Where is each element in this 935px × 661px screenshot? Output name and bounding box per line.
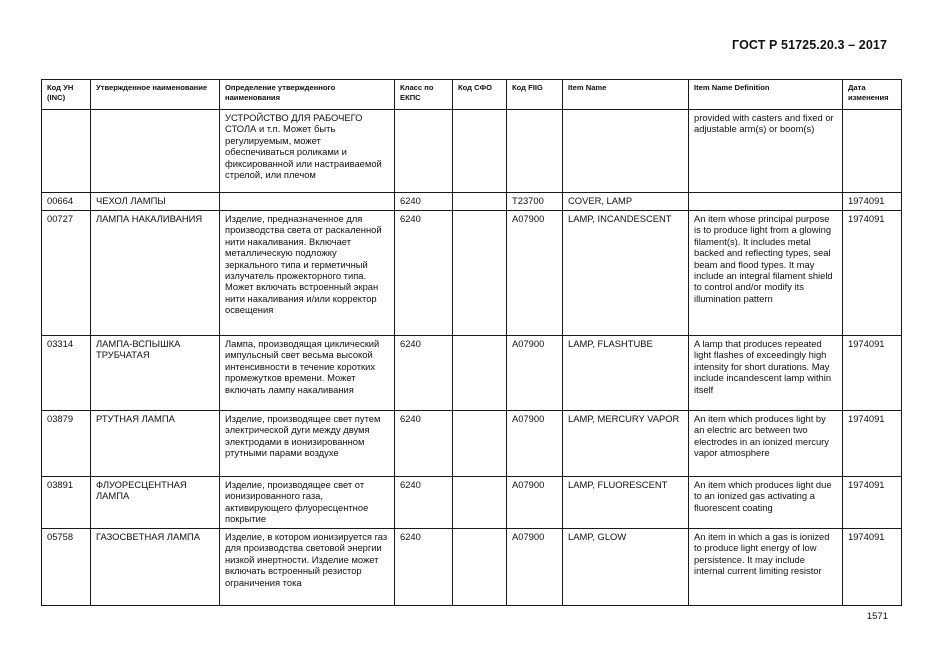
cell-approved-name: ГАЗОСВЕТНАЯ ЛАМПА xyxy=(91,529,220,606)
cell-inc: 03891 xyxy=(42,477,91,529)
cell-class xyxy=(395,110,453,193)
lamp-items-table xyxy=(41,79,902,606)
cell-change-date: 1974091 xyxy=(843,336,902,411)
table-row xyxy=(42,336,902,411)
table-row xyxy=(42,411,902,477)
table-row xyxy=(42,529,902,606)
cell-sfo xyxy=(453,529,507,606)
cell-item-definition xyxy=(689,193,843,211)
cell-change-date: 1974091 xyxy=(843,211,902,336)
cell-item-name: LAMP, GLOW xyxy=(563,529,689,606)
cell-inc: 00727 xyxy=(42,211,91,336)
cell-sfo xyxy=(453,193,507,211)
document-header: ГОСТ Р 51725.20.3 – 2017 xyxy=(732,38,887,52)
cell-approved-name: ФЛУОРЕСЦЕНТНАЯ ЛАМПА xyxy=(91,477,220,529)
cell-definition: Изделие, в котором ионизируется газ для производства световой энергии низкой инертности. Изделие может включать встроенный резистор ограничения тока xyxy=(220,529,395,606)
cell-class: 6240 xyxy=(395,193,453,211)
cell-class: 6240 xyxy=(395,411,453,477)
column-header-approved-name: Утвержденное наименование xyxy=(91,80,220,110)
cell-item-definition: An item whose principal purpose is to produce light from a glowing filament(s). It includes metal backed and reflecting types, seal beam and flood types. It may include an integral filament shield to control and/or modify its illumination pattern xyxy=(689,211,843,336)
cell-fiig: A07900 xyxy=(507,411,563,477)
cell-item-definition: An item in which a gas is ionized to produce light energy of low persistence. It may include internal current limiting resistor xyxy=(689,529,843,606)
cell-approved-name xyxy=(91,110,220,193)
table-row xyxy=(42,110,902,193)
column-header-inc: Код УН (INC) xyxy=(42,80,91,110)
cell-inc: 03879 xyxy=(42,411,91,477)
cell-item-name: LAMP, FLUORESCENT xyxy=(563,477,689,529)
cell-definition: Изделие, предназначенное для производства света от раскаленной нити накаливания. Включает металлическую подложку зеркального типа и герметичный излучатель прожекторного типа. Может включать встроенный экран нити накаливания и/или корректор освещения xyxy=(220,211,395,336)
cell-item-name: COVER, LAMP xyxy=(563,193,689,211)
cell-item-name: LAMP, FLASHTUBE xyxy=(563,336,689,411)
cell-sfo xyxy=(453,411,507,477)
cell-fiig: A07900 xyxy=(507,336,563,411)
cell-approved-name: ЛАМПА-ВСПЫШКА ТРУБЧАТАЯ xyxy=(91,336,220,411)
column-header-definition: Определение утвержденного наименования xyxy=(220,80,395,110)
cell-definition: Изделие, производящее свет от ионизированного газа, активирующего флуоресцентное покрытие xyxy=(220,477,395,529)
column-header-change-date: Дата изменения xyxy=(843,80,902,110)
cell-sfo xyxy=(453,477,507,529)
cell-item-name xyxy=(563,110,689,193)
column-header-item-definition: Item Name Definition xyxy=(689,80,843,110)
cell-item-definition: An item which produces light by an electric arc between two electrodes in an ionized mercury vapor atmosphere xyxy=(689,411,843,477)
cell-fiig: A07900 xyxy=(507,529,563,606)
column-header-sfo: Код СФО xyxy=(453,80,507,110)
cell-sfo xyxy=(453,110,507,193)
column-header-class: Класс по ЕКПС xyxy=(395,80,453,110)
cell-change-date: 1974091 xyxy=(843,193,902,211)
cell-fiig: A07900 xyxy=(507,211,563,336)
cell-approved-name: ЛАМПА НАКАЛИВАНИЯ xyxy=(91,211,220,336)
cell-item-definition: provided with casters and fixed or adjustable arm(s) or boom(s) xyxy=(689,110,843,193)
cell-definition: Изделие, производящее свет путем электрической дуги между двумя электродами в ионизированном ртутными парами воздухе xyxy=(220,411,395,477)
page-number: 1571 xyxy=(866,611,888,622)
cell-definition: Лампа, производящая циклический импульсный свет весьма высокой интенсивности в течение коротких промежутков времени. Может включать лампу накаливания xyxy=(220,336,395,411)
cell-change-date: 1974091 xyxy=(843,529,902,606)
cell-inc: 05758 xyxy=(42,529,91,606)
cell-change-date: 1974091 xyxy=(843,411,902,477)
table-row xyxy=(42,477,902,529)
cell-change-date xyxy=(843,110,902,193)
cell-item-definition: An item which produces light due to an ionized gas activating a fluorescent coating xyxy=(689,477,843,529)
table-row xyxy=(42,193,902,211)
table-row xyxy=(42,211,902,336)
cell-inc: 03314 xyxy=(42,336,91,411)
cell-class: 6240 xyxy=(395,336,453,411)
cell-item-definition: A lamp that produces repeated light flashes of exceedingly high intensity for short durations. May include incandescent lamp within itself xyxy=(689,336,843,411)
cell-inc xyxy=(42,110,91,193)
cell-fiig: A07900 xyxy=(507,477,563,529)
cell-definition xyxy=(220,193,395,211)
cell-definition: УСТРОЙСТВО ДЛЯ РАБОЧЕГО СТОЛА и т.п. Может быть регулируемым, может обеспечиваться роликами и фиксированной или настраиваемой стрелой, или плечом xyxy=(220,110,395,193)
cell-inc: 00664 xyxy=(42,193,91,211)
column-header-item-name: Item Name xyxy=(563,80,689,110)
cell-class: 6240 xyxy=(395,529,453,606)
cell-item-name: LAMP, INCANDESCENT xyxy=(563,211,689,336)
cell-approved-name: РТУТНАЯ ЛАМПА xyxy=(91,411,220,477)
cell-fiig: T23700 xyxy=(507,193,563,211)
cell-change-date: 1974091 xyxy=(843,477,902,529)
cell-item-name: LAMP, MERCURY VAPOR xyxy=(563,411,689,477)
cell-approved-name: ЧЕХОЛ ЛАМПЫ xyxy=(91,193,220,211)
table-header xyxy=(42,80,902,110)
cell-sfo xyxy=(453,336,507,411)
column-header-fiig: Код FIIG xyxy=(507,80,563,110)
cell-sfo xyxy=(453,211,507,336)
cell-class: 6240 xyxy=(395,211,453,336)
cell-fiig xyxy=(507,110,563,193)
cell-class: 6240 xyxy=(395,477,453,529)
